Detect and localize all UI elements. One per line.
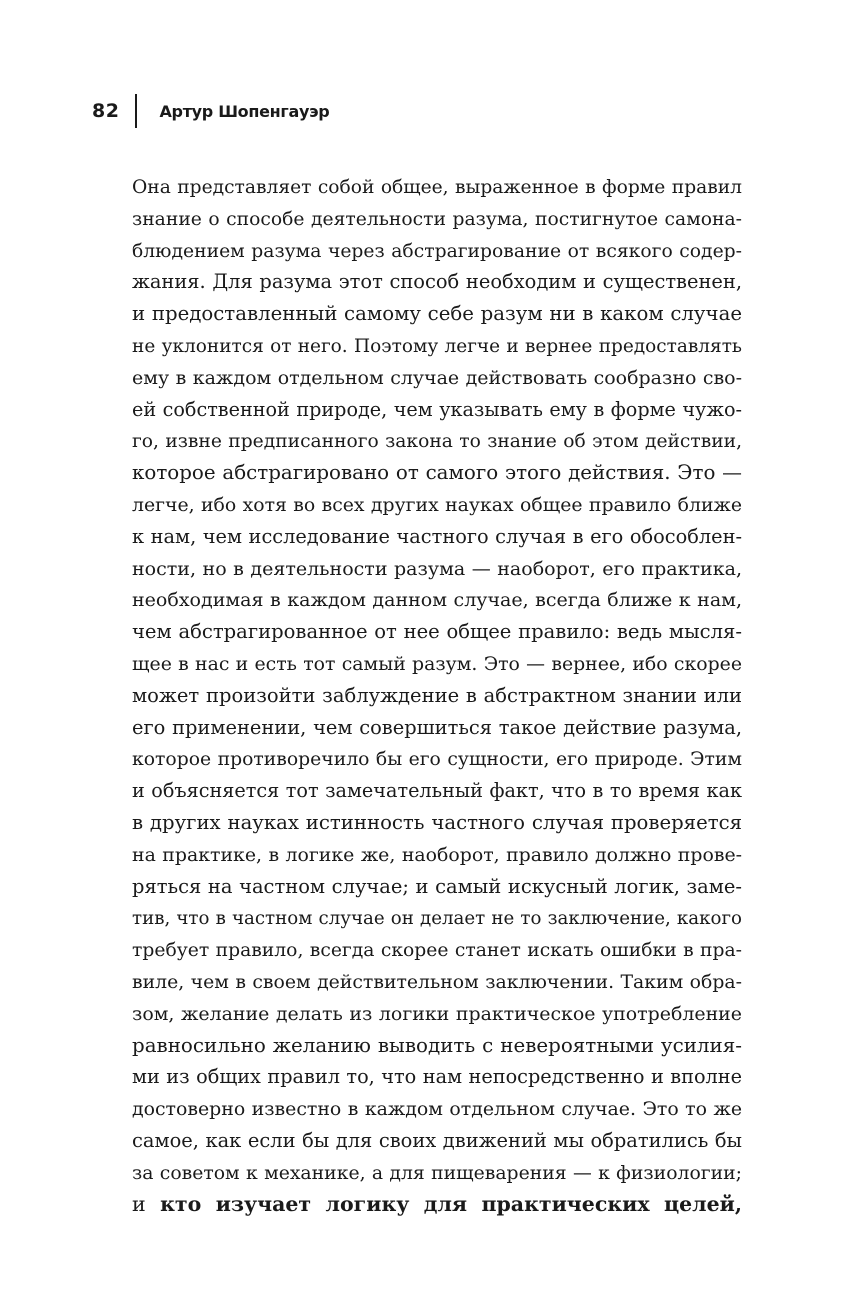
text-line: которое абстрагировано от самого этого действия. Это —: [132, 461, 742, 485]
text-line: на практике, в логике же, наоборот, правило должно прове-: [132, 843, 742, 866]
text-line: его применении, чем совершиться такое действие разума,: [132, 715, 742, 739]
text-line: ности, но в деятельности разума — наоборот, его практика,: [132, 557, 742, 580]
text-line: достоверно известно в каждом отдельном случае. Это то же: [132, 1098, 742, 1121]
text-line: го, извне предписанного закона то знание об этом действии,: [132, 431, 742, 453]
page-number: 82: [92, 100, 120, 122]
text-line: щее в нас и есть тот самый разум. Это — вернее, ибо скорее: [132, 652, 742, 675]
body-text: [132, 171, 742, 1220]
text-line: знание о способе деятельности разума, постигнутое самона-: [132, 208, 742, 230]
emphasized-phrase: кто изучает логику для практических целей,: [160, 1191, 742, 1216]
text-line: ми из общих правил то, что нам непосредственно и вполне: [132, 1065, 742, 1089]
text-line: тив, что в частном случае он делает не то заключение, какого: [132, 908, 742, 930]
text-line-emphasis: [132, 1189, 742, 1221]
text-line: ей собственной природе, чем указывать ему в форме чужо-: [132, 397, 742, 421]
header-divider: [135, 94, 137, 128]
text-line: легче, ибо хотя во всех других науках общее правило ближе: [132, 494, 742, 516]
text-line: чем абстрагированное от нее общее правило: ведь мысля-: [132, 620, 742, 644]
text-line: Она представляет собой общее, выраженное в форме правил: [132, 177, 742, 198]
text-line: может произойти заблуждение в абстрактном знании или: [132, 683, 742, 707]
text-line: и объясняется тот замечательный факт, что в то время как: [132, 779, 742, 803]
text-line: и предоставленный самому себе разум ни в каком случае: [132, 302, 742, 326]
text-line: виле, чем в своем действительном заключении. Таким обра-: [132, 971, 742, 993]
text-line: равносильно желанию выводить с невероятными усилия-: [132, 1033, 742, 1057]
text-line: не уклонится от него. Поэтому легче и вернее предоставлять: [132, 335, 742, 357]
text-line: ему в каждом отдельном случае действовать сообразно сво-: [132, 366, 742, 389]
text-line: в других науках истинность частного случая проверяется: [132, 810, 742, 834]
text-line: за советом к механике, а для пищеварения — к физиологии;: [132, 1162, 742, 1184]
text-line: необходимая в каждом данном случае, всегда ближе к нам,: [132, 589, 742, 612]
text-line: к нам, чем исследование частного случая в его обособлен-: [132, 524, 742, 548]
text-line: самое, как если бы для своих движений мы обратились бы: [132, 1128, 742, 1152]
text-line: требует правило, всегда скорее станет искать ошибки в пра-: [132, 940, 742, 962]
last-line-prefix: и: [132, 1191, 146, 1216]
text-line: жания. Для разума этот способ необходим и существенен,: [132, 270, 742, 294]
text-line: зом, желание делать из логики практическое употребление: [132, 1002, 742, 1025]
running-head: [92, 94, 329, 128]
running-title: Артур Шопенгауэр: [159, 101, 330, 121]
text-line: ряться на частном случае; и самый искусный логик, заме-: [132, 874, 742, 898]
text-line: которое противоречило бы его сущности, его природе. Этим: [132, 749, 742, 771]
text-line: блюдением разума через абстрагирование от всякого содер-: [132, 240, 742, 262]
